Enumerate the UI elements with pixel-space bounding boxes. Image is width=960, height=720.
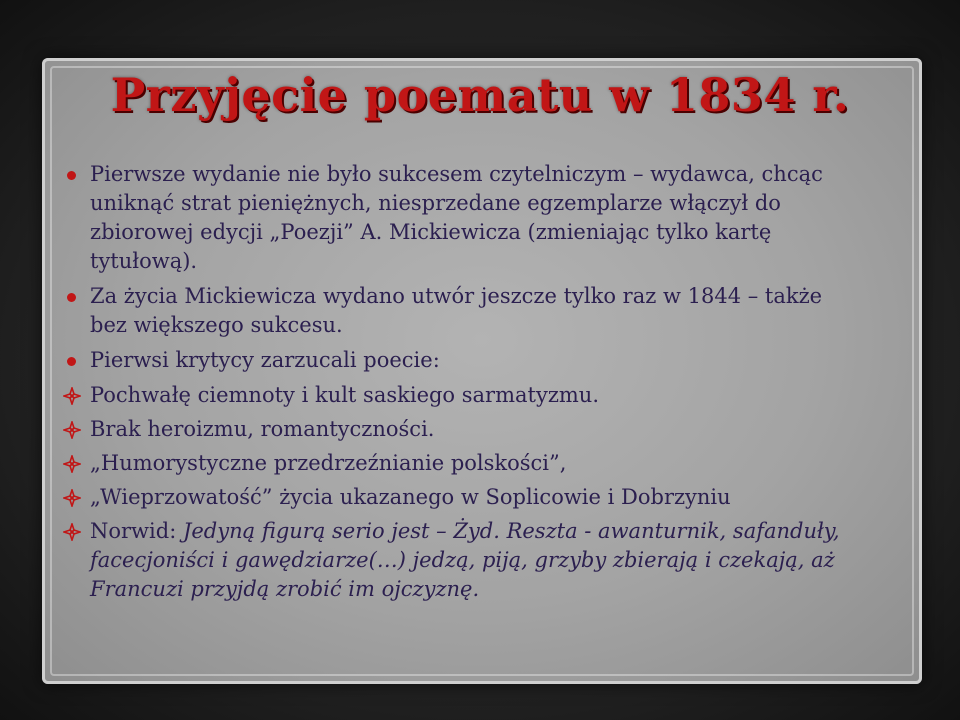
diamond-bullet-icon bbox=[62, 483, 82, 512]
bullet-text: Pierwsi krytycy zarzucali poecie: bbox=[90, 348, 440, 372]
sub-bullet-item bbox=[62, 381, 852, 410]
bullet-dot-icon bbox=[62, 346, 82, 375]
sub-bullet-item bbox=[62, 449, 852, 478]
diamond-bullet-icon bbox=[62, 517, 82, 546]
bullet-text: Za życia Mickiewicza wydano utwór jeszcze tylko raz w 1844 – także bez większego sukcesu. bbox=[90, 284, 823, 337]
sub-bullet-item bbox=[62, 483, 852, 512]
bullet-item bbox=[62, 282, 852, 340]
bullet-dot-icon bbox=[62, 160, 82, 189]
bullet-list bbox=[62, 160, 852, 609]
sub-bullet-item bbox=[62, 415, 852, 444]
sub-bullet-text: Brak heroizmu, romantyczności. bbox=[90, 417, 435, 441]
sub-bullet-text: „Wieprzowatość” życia ukazanego w Soplicowie i Dobrzyniu bbox=[90, 485, 731, 509]
diamond-bullet-icon bbox=[62, 381, 82, 410]
bullet-dot-icon bbox=[62, 282, 82, 311]
bullet-text: Pierwsze wydanie nie było sukcesem czytelniczym – wydawca, chcąc uniknąć strat pieniężnych, niesprzedane egzemplarze włączył do zbiorowej edycji „Poezji” A. Mickiewicza (zmieniając tylko kartę tytułową). bbox=[90, 162, 823, 273]
bullet-item bbox=[62, 346, 852, 375]
diamond-bullet-icon bbox=[62, 449, 82, 478]
quote-author: Norwid: bbox=[90, 519, 183, 543]
sub-bullet-item bbox=[62, 517, 852, 604]
sub-bullet-text: Pochwałę ciemnoty i kult saskiego sarmatyzmu. bbox=[90, 383, 600, 407]
sub-bullet-text: „Humorystyczne przedrzeźnianie polskości”, bbox=[90, 451, 567, 475]
diamond-bullet-icon bbox=[62, 415, 82, 444]
bullet-item bbox=[62, 160, 852, 276]
norwid-quote: Jedyną figurą serio jest – Żyd. Reszta - awanturnik, safanduły, facecjoniści i gawędziarze(…) jedzą, piją, grzyby zbierają i czekają, aż Francuzi przyjdą zrobić im ojczyznę. bbox=[90, 519, 840, 601]
slide-title: Przyjęcie poematu w 1834 r. bbox=[110, 68, 850, 122]
